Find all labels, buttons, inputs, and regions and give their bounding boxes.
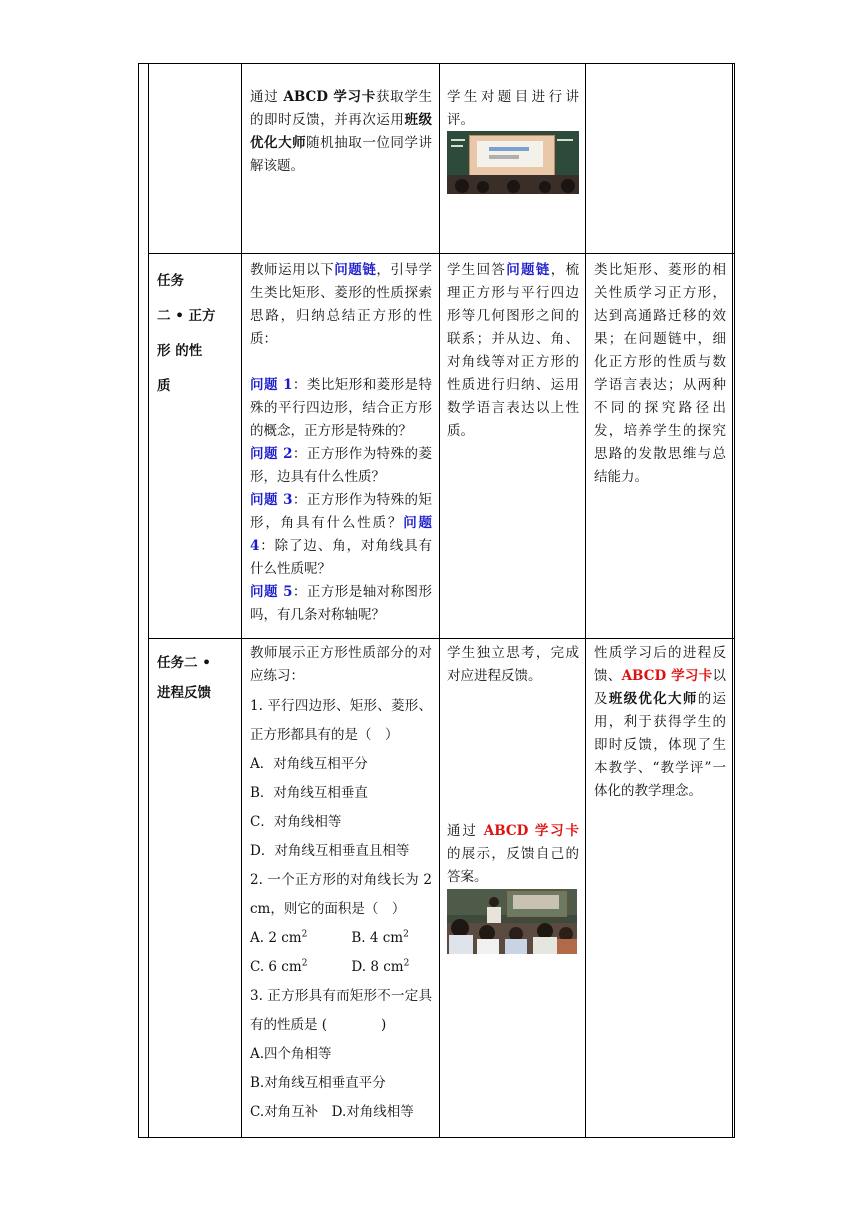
row-line-1 [148,253,734,254]
task-line: 任务二 • [157,655,211,671]
question-2 [250,443,432,489]
text: 教师展示正方形性质部分的对应练习： [250,645,432,684]
col-line-4 [585,63,586,1138]
text: 学生对题目进行讲评。 [447,89,579,128]
question-label: 问题 2 [250,446,293,462]
row2-design-intent [594,259,726,489]
text: 获取学生的即时反馈，并再次运用 [250,89,433,128]
superscript: 2 [301,929,308,940]
superscript: 2 [403,958,410,969]
question-text: ：正方形作为特殊的矩形，角具有什么性质？ [250,492,433,531]
task-line: 任务 [157,273,184,289]
text: 类比矩形、菱形的相关性质学习正方形，达到高通路迁移的效果；在问题链中，细化正方形的性质与数学语言表达；从两种不同的探究路径出发，培养学生的探究思路的发散思维与总结能力。 [594,262,726,485]
exercise-question: 3. 正方形具有而矩形不一定具有的性质是 ( ) [250,988,432,1033]
row1-teacher-activity [250,86,432,178]
question-label: 问题 4 [250,515,433,554]
row2-student-activity [447,259,579,443]
col-line-3 [439,63,440,1138]
row-line-2 [148,638,734,639]
row3-teacher-activity [250,642,432,1127]
exercise-option: D. 8 cm [351,959,404,975]
task-line: 形 的性 [157,343,203,359]
exercise-option: C．对角线相等 [250,814,342,830]
exercise-question: 1. 平行四边形、矩形、菱形、正方形都具有的是（ ） [250,698,432,743]
question-text: ：类比矩形和菱形是特殊的平行四边形，结合正方形的概念，正方形是特殊的？ [250,377,433,439]
abcd-card-term: ABCD 学习卡 [621,668,713,684]
outer-left-line [138,63,139,1138]
row-line-top [138,63,735,64]
class-master-term: 班级优化大师 [608,691,698,707]
question-text: ：正方形是轴对称图形吗，有几条对称轴呢？ [250,584,433,623]
text: ，梳理正方形与平行四边形等几何图形之间的联系；并从边、角、对角线等对正方形的性质进行归纳、运用数学语言表达以上性质。 [447,262,579,439]
text: 的展示，反馈自己的答案。 [447,846,579,885]
question-text: ：除了边、角，对角线具有什么性质呢？ [250,538,432,577]
question-text: ：正方形作为特殊的菱形，边具有什么性质？ [250,446,433,485]
col-line-1 [148,63,149,1138]
superscript: 2 [403,929,409,940]
row3-student-activity-bottom [447,820,579,889]
exercise-option: A．对角线互相平分 [250,756,368,772]
task-line: 进程反馈 [157,685,211,701]
row2-teacher-activity [250,259,432,627]
question-chain-term: 问题链 [334,262,377,278]
exercise-option: B. 4 cm [351,930,404,946]
abcd-card-term: ABCD 学习卡 [483,823,579,839]
row3-design-intent [594,642,726,803]
text: 以及 [594,668,727,707]
exercise-option: A.四个角相等 [250,1046,332,1062]
task-line: 二 • 正方 [157,308,216,324]
question-3-4 [250,489,432,581]
students-classroom-photo [447,889,577,954]
text: 教师运用以下 [250,262,335,278]
text: 通过 [447,823,484,839]
abcd-card-term: ABCD 学习卡 [283,89,376,105]
col-line-2 [241,63,242,1138]
exercise-option: C.对角互补 D.对角线相等 [250,1104,414,1120]
text: 学生独立思考，完成对应进程反馈。 [447,645,579,684]
exercise-options-cd [250,953,432,982]
question-label: 问题 5 [250,584,293,600]
row-line-bottom [138,1137,735,1138]
col-line-5 [732,63,733,1138]
exercise-option: B．对角线互相垂直 [250,785,368,801]
question-label: 问题 3 [250,492,293,508]
question-1 [250,374,432,443]
row3-task-title [157,648,237,708]
text: 通过 [250,89,284,105]
class-master-term: 班级优化大师 [250,112,433,151]
text: 随机抽取一位同学讲解该题。 [250,135,433,174]
row2-task-title [157,264,237,404]
exercise-option: C. 6 cm [250,959,302,975]
exercise-options-ab [250,924,432,953]
text: 的运用，利于获得学生的即时反馈，体现了生本教学、“教学评”一体化的教学理念。 [594,691,726,799]
exercise-question: 2. 一个正方形的对角线长为 2 cm，则它的面积是（ ） [250,872,432,917]
classroom-screen-photo [447,131,579,194]
superscript: 2 [301,958,308,969]
row1-student-activity [447,86,579,132]
row3-student-activity-top [447,642,579,688]
exercise-option: A. 2 cm [250,930,302,946]
question-5 [250,581,432,627]
question-label: 问题 1 [250,377,293,393]
question-chain-term: 问题链 [506,262,551,278]
task-line: 质 [157,378,171,394]
text: 学生回答 [447,262,507,278]
exercise-option: D．对角线互相垂直且相等 [250,843,410,859]
text: ，引导学生类比矩形、菱形的性质探索思路，归纳总结正方形的性质： [250,262,432,347]
exercise-option: B.对角线互相垂直平分 [250,1075,386,1091]
outer-right-line [734,63,735,1138]
text: 性质学习后的进程反馈、 [594,645,726,684]
